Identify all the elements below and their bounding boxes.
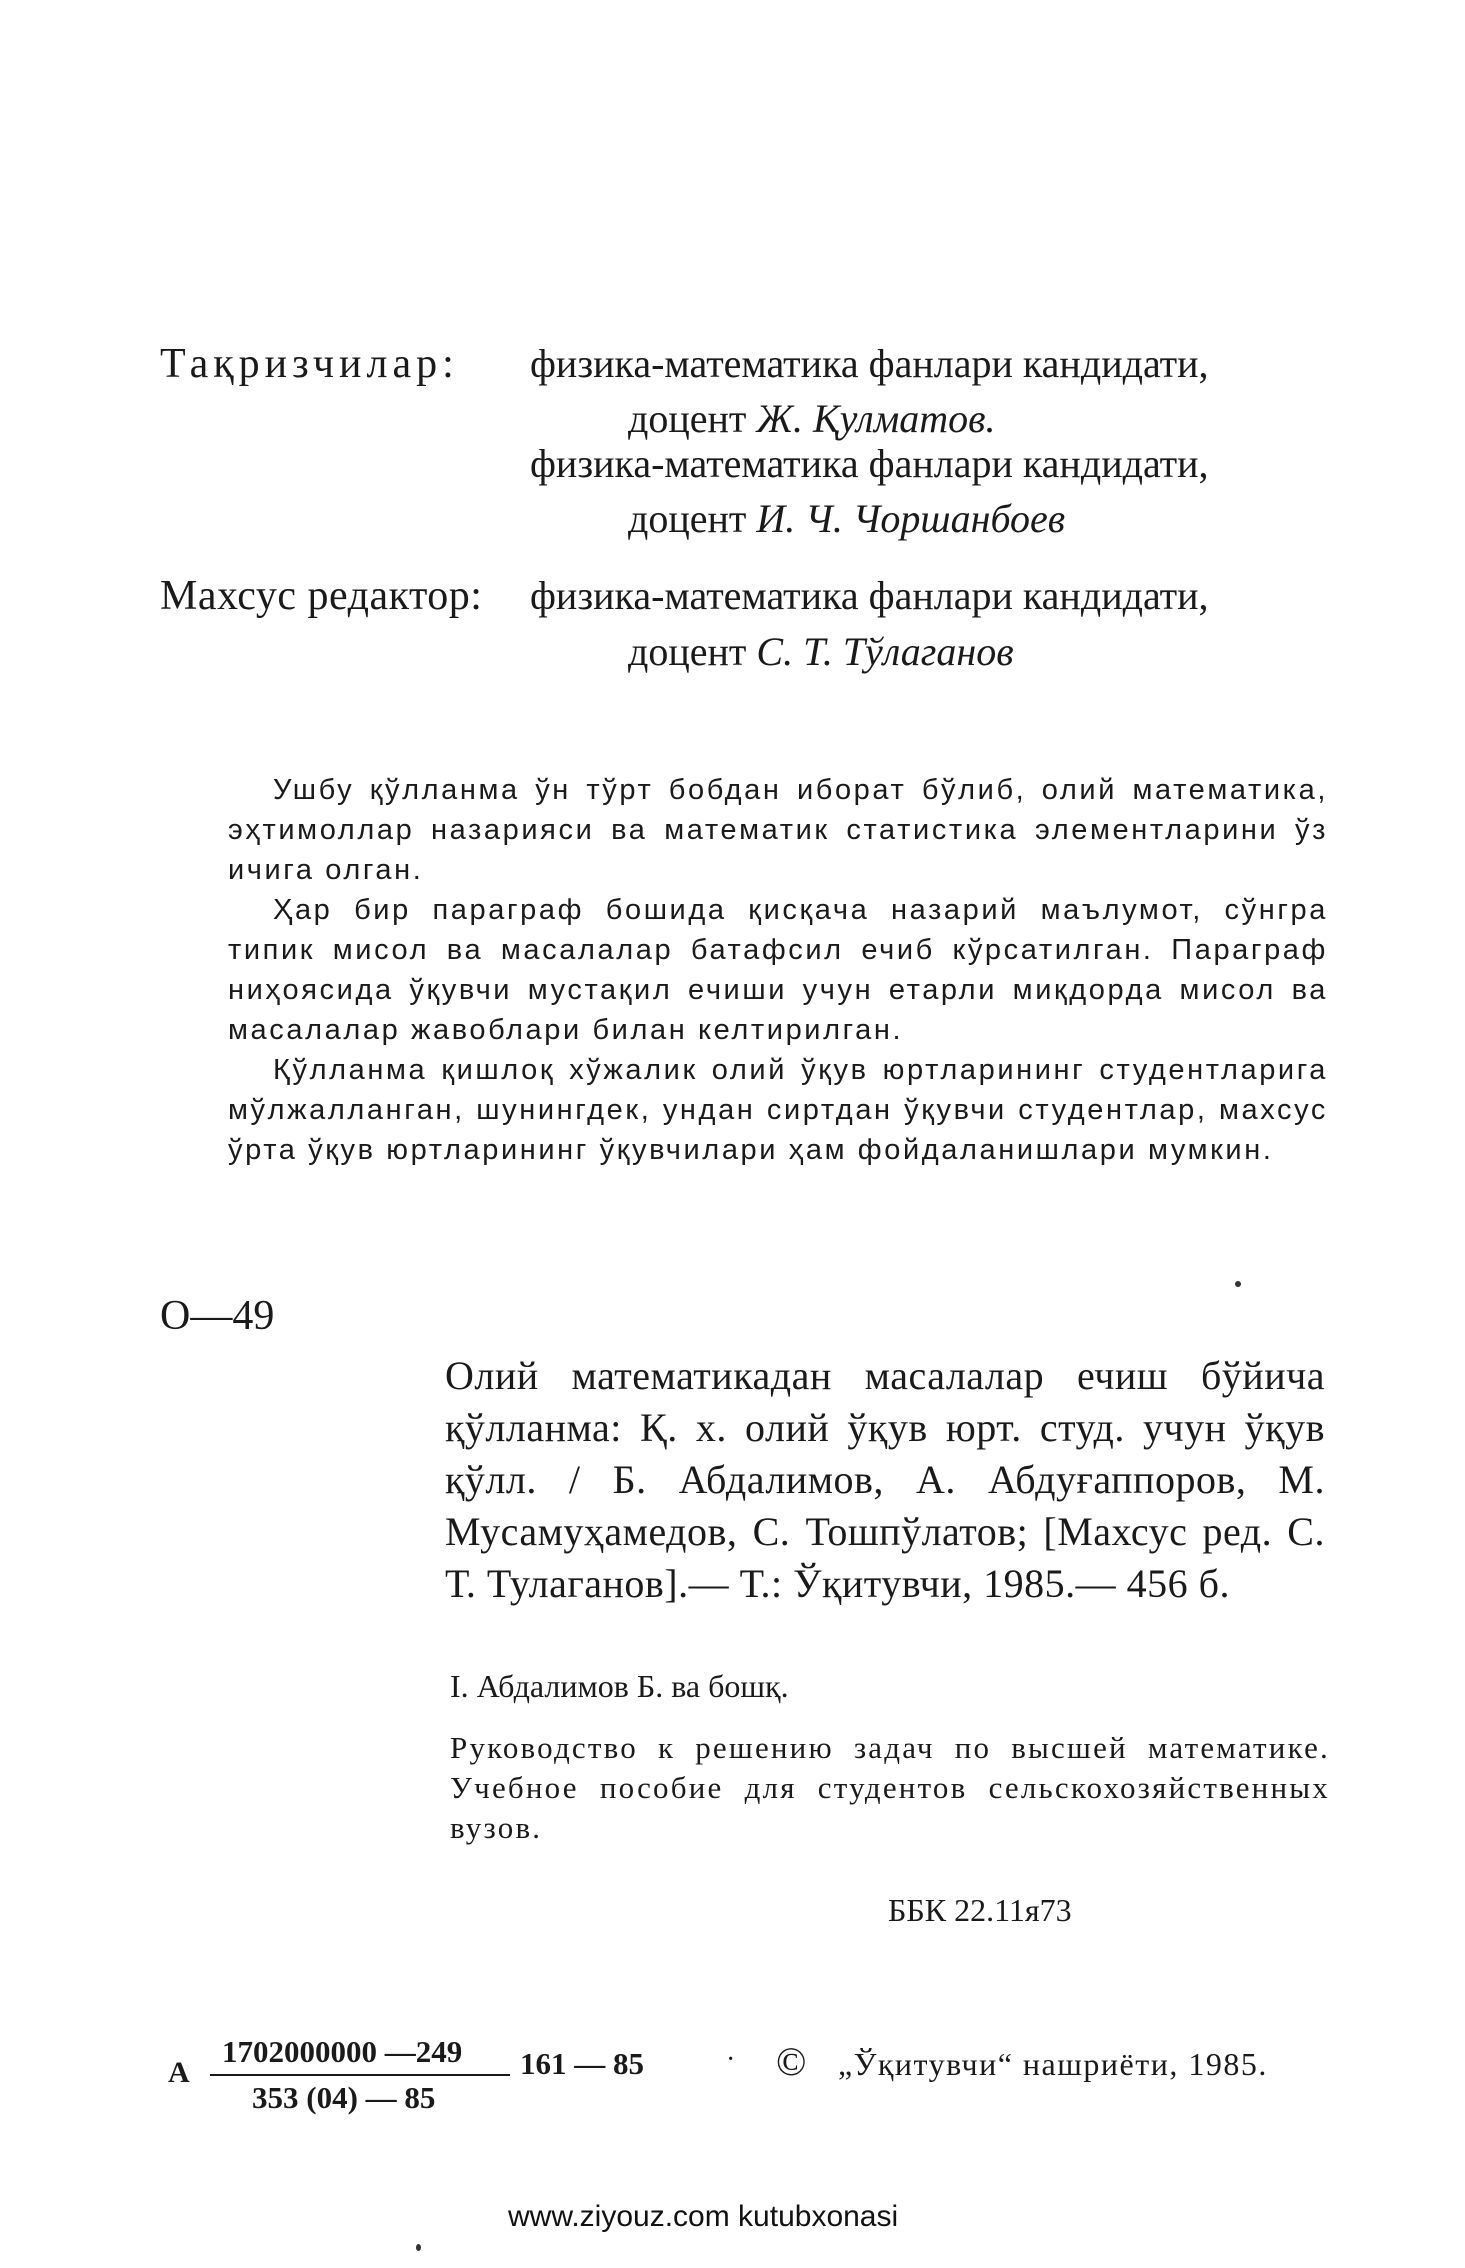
editor-degree: физика-математика фанлари кандидати, (530, 573, 1209, 618)
editor-name-line (628, 628, 1014, 675)
catalog-entry (445, 1350, 1325, 1610)
editor-fullname: С. Т. Тўлаганов (756, 629, 1014, 674)
catalog-entry-text: Олий математикадан масалалар ечиш бўйича қўлланма: Қ. х. олий ўқув юрт. студ. учун ўқув қўлл. / Б. Абдалимов, А. Абдуғаппоров, М. Мусамуҳамедов, С. Тошпўлатов; [Махсус ред. С. Т. Тулаганов].— Т.: Ўқитувчи, 1985.— 456 б. (445, 1353, 1325, 1606)
reviewer-1-degree: физика-математика фанлари кандидати, (530, 341, 1209, 386)
catalog-added-entry: I. Абдалимов Б. ва бошқ. (450, 1668, 789, 1704)
editor-label: Махсус редактор: (160, 573, 483, 619)
imprint-denominator: 353 (04) — 85 (252, 2080, 436, 2115)
bbk-code: ББК 22.11я73 (888, 1892, 1072, 1928)
reviewer-2-title: доцент (628, 496, 747, 541)
scan-speck (1235, 1281, 1241, 1287)
fraction-line (210, 2074, 510, 2076)
editor-title: доцент (628, 629, 747, 674)
annotation-paragraph-3: Қўлланма қишлоқ хўжалик олий ўқув юртларининг студентларига мўлжалланган, шунингдек, ундан сиртдан ўқувчи студентлар, махсус ўрта ўқув юртларининг ўқувчилари ҳам фойдаланишлари мумкин. (228, 1054, 1328, 1166)
imprint-code: 161 — 85 (520, 2046, 644, 2081)
footer-url: www.ziyouz.com kutubxonasi (508, 2200, 899, 2233)
imprint-letter: А (168, 2056, 190, 2089)
imprint-numerator: 1702000000 —249 (222, 2034, 463, 2069)
publisher-line: „Ўқитувчи“ нашриёти, 1985. (838, 2046, 1268, 2082)
russian-description (450, 1728, 1330, 1848)
annotation-paragraph-2: Ҳар бир параграф бошида қисқача назарий маълумот, сўнгра типик мисол ва масалалар батафсил ечиб кўрсатилган. Параграф ниҳоясида ўқувчи мустақил ечиши учун етарли миқдорда мисол ва масалалар жавоблари билан келтирилган. (228, 894, 1328, 1046)
reviewer-2-name (628, 495, 1065, 542)
reviewer-1-name (628, 395, 996, 442)
imprint-dot: · (726, 2044, 736, 2075)
catalog-index: О—49 (160, 1293, 275, 1339)
copyright-icon: © (776, 2039, 807, 2084)
reviewer-2-degree: физика-математика фанлари кандидати, (530, 441, 1209, 486)
scan-speck (416, 2244, 421, 2251)
russian-description-text: Руководство к решению задач по высшей математике. Учебное пособие для студентов сельскохозяйственных вузов. (450, 1730, 1330, 1845)
reviewer-1-fullname: Ж. Қулматов. (756, 396, 996, 441)
reviewer-2-fullname: И. Ч. Чоршанбоев (756, 496, 1066, 541)
annotation (228, 770, 1328, 1170)
reviewer-1-title: доцент (628, 396, 747, 441)
annotation-paragraph-1: Ушбу қўлланма ўн тўрт бобдан иборат бўлиб, олий математика, эҳтимоллар назарияси ва математик статистика элементларини ўз ичига олган. (228, 774, 1328, 886)
reviewers-label: Тақризчилар: (160, 341, 459, 387)
